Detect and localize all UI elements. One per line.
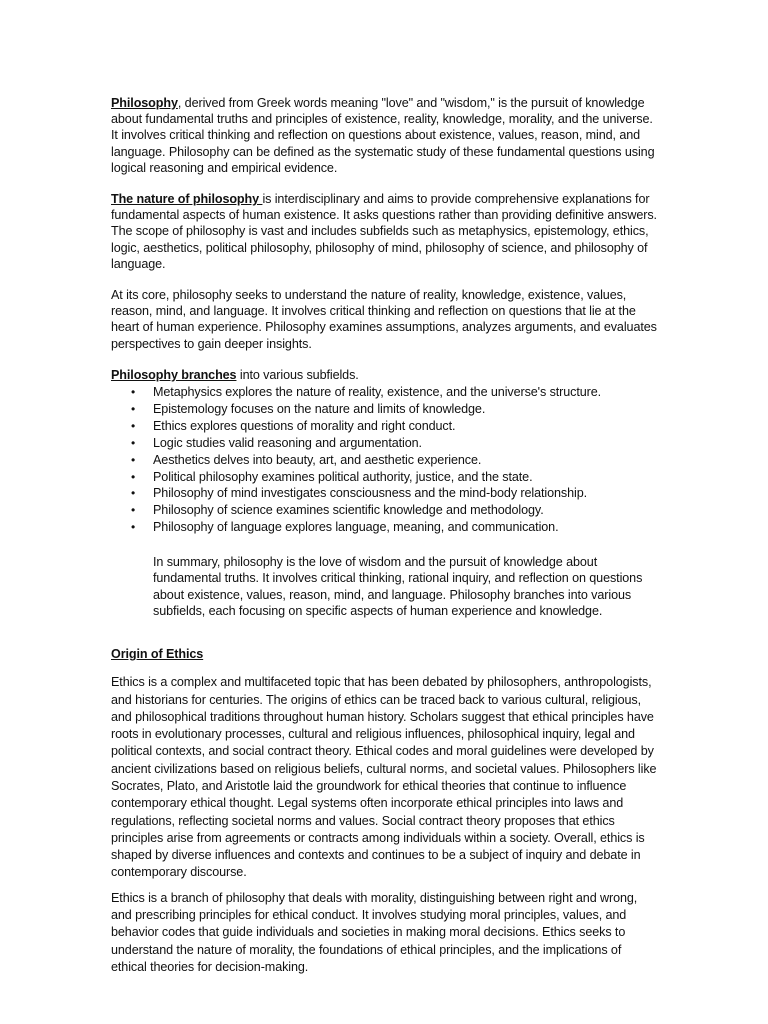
nature-paragraph xyxy=(111,191,659,272)
philosophy-term: Philosophy xyxy=(111,96,178,110)
ethics-paragraph-1: Ethics is a complex and multifaceted topic that has been debated by philosophers, anthropologists, and historians for centuries. The origins of ethics can be traced back to various cultural, religious, and philosophical traditions throughout human history. Scholars suggest that ethical principles have roots in evolutionary processes, cultural and religious influences, philosophical inquiry, legal and political contexts, and social contract theory. Ethical codes and moral guidelines were developed by ancient civilizations based on religious beliefs, cultural norms, and societal values. Philosophers like Socrates, Plato, and Aristotle laid the groundwork for ethical theories that continue to influence contemporary ethical thought. Legal systems often incorporate ethical principles into laws and regulations, reflecting societal norms and values. Social contract theory proposes that ethics principles arise from agreements or contracts among individuals within a society. Overall, ethics is shaped by diverse influences and contexts and continues to be a subject of inquiry and debate in contemporary discourse. xyxy=(111,675,657,880)
list-item xyxy=(111,418,659,435)
list-item xyxy=(111,452,659,469)
branches-list xyxy=(111,384,659,536)
list-item-text: Epistemology focuses on the nature and limits of knowledge. xyxy=(153,401,486,416)
nature-term: The nature of philosophy xyxy=(111,192,263,207)
list-item-text: Philosophy of mind investigates consciousness and the mind-body relationship. xyxy=(153,486,588,501)
list-item-text: Ethics explores questions of morality and right conduct. xyxy=(153,418,456,433)
core-paragraph: At its core, philosophy seeks to understand the nature of reality, knowledge, existence, values, reason, mind, and language. It involves critical thinking and reflection on questions that lie at the heart of human experience. Philosophy examines assumptions, analyzes arguments, and evaluates perspectives to gain deeper insights. xyxy=(111,288,657,351)
summary-paragraph: In summary, philosophy is the love of wisdom and the pursuit of knowledge about fundamental truths. It involves critical thinking, rational inquiry, and reflection on questions about existence, values, reason, mind, and language. Philosophy branches into various subfields, each focusing on specific aspects of human experience and knowledge. xyxy=(153,555,643,618)
list-item-text: Logic studies valid reasoning and argumentation. xyxy=(153,435,422,450)
bullet-icon: • xyxy=(131,503,136,518)
bullet-icon: • xyxy=(131,452,136,467)
bullet-icon: • xyxy=(131,401,136,416)
list-item xyxy=(111,435,659,452)
list-item xyxy=(111,502,659,519)
list-item xyxy=(111,401,659,418)
document-page xyxy=(111,95,659,976)
branches-intro-text: into various subfields. xyxy=(236,367,359,382)
bullet-icon: • xyxy=(131,385,136,400)
bullet-icon: • xyxy=(131,435,136,450)
bullet-icon: • xyxy=(131,469,136,484)
list-item-text: Philosophy of science examines scientific knowledge and methodology. xyxy=(153,503,544,518)
ethics-paragraph-2: Ethics is a branch of philosophy that deals with morality, distinguishing between right and wrong, and prescribing principles for ethical conduct. It involves studying moral principles, values, and behavior codes that guide individuals and societies in making moral decisions. Ethics seeks to understand the nature of morality, the foundations of ethical principles, and the implications of ethical theories for decision-making. xyxy=(111,890,638,974)
list-item-text: Metaphysics explores the nature of reality, existence, and the universe's structure. xyxy=(153,385,602,400)
branches-intro xyxy=(111,367,659,383)
intro-paragraph xyxy=(111,95,659,176)
list-item xyxy=(111,384,659,401)
list-item-text: Philosophy of language explores language, meaning, and communication. xyxy=(153,520,559,535)
list-item-text: Aesthetics delves into beauty, art, and aesthetic experience. xyxy=(153,452,482,467)
ethics-heading: Origin of Ethics xyxy=(111,647,204,662)
list-item xyxy=(111,519,659,536)
list-item xyxy=(111,485,659,502)
list-item-text: Political philosophy examines political authority, justice, and the state. xyxy=(153,469,533,484)
bullet-icon: • xyxy=(131,486,136,501)
bullet-icon: • xyxy=(131,418,136,433)
intro-text: , derived from Greek words meaning "love" and "wisdom," is the pursuit of knowledge about fundamental truths and principles of existence, reality, knowledge, morality, and the universe. It involves critical thinking and reflection on questions about existence, values, reason, mind, and language. Philosophy can be defined as the systematic study of these fundamental questions using logical reasoning and empirical evidence. xyxy=(111,96,655,175)
nature-text: is interdisciplinary and aims to provide comprehensive explanations for fundamental aspects of human existence. It asks questions rather than providing definitive answers. The scope of philosophy is vast and includes subfields such as metaphysics, epistemology, ethics, logic, aesthetics, political philosophy, philosophy of mind, philosophy of science, and philosophy of language. xyxy=(111,192,657,271)
list-item xyxy=(111,469,659,486)
bullet-icon: • xyxy=(131,520,136,535)
branches-term: Philosophy branches xyxy=(111,367,237,382)
